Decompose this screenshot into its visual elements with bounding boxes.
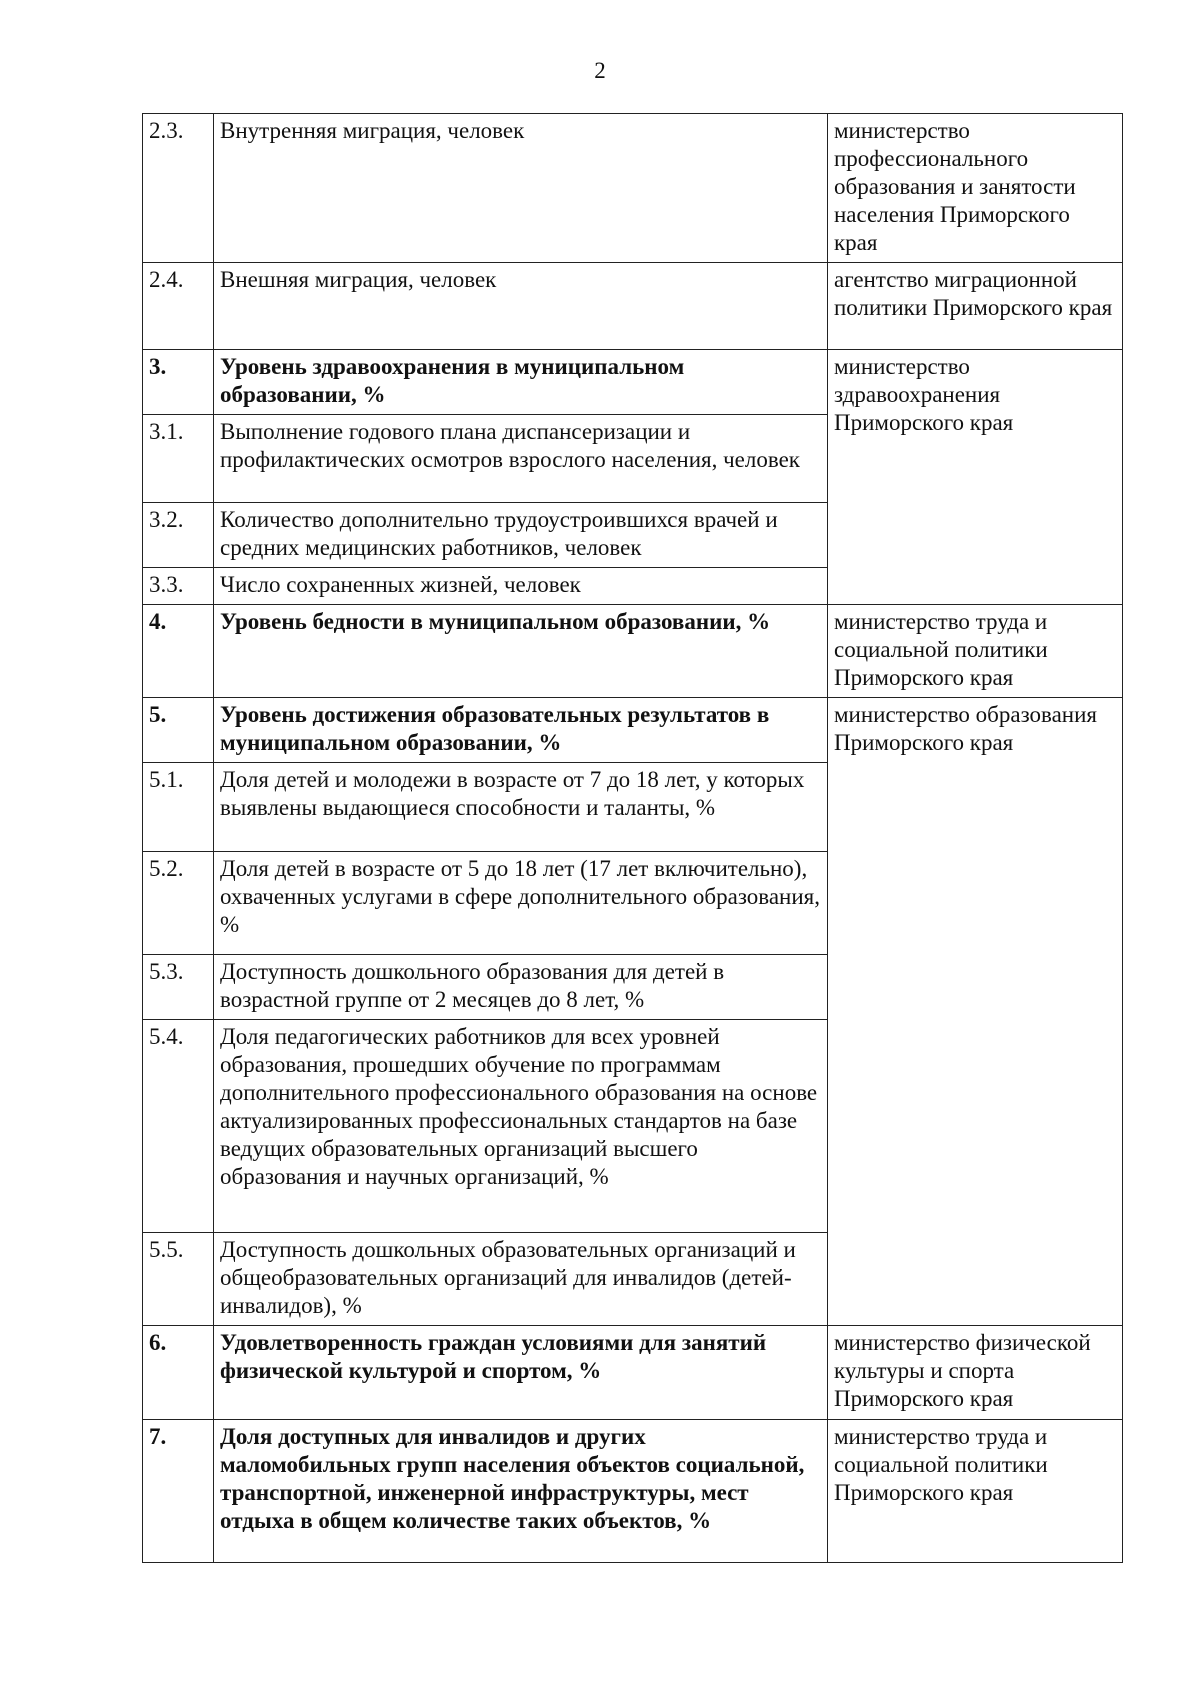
responsible-org: министерство труда и социальной политики Приморского края xyxy=(828,605,1123,698)
row-number: 3.1. xyxy=(143,415,214,503)
row-number: 5.4. xyxy=(143,1020,214,1233)
responsible-org: министерство образования Приморского края xyxy=(828,698,1123,1326)
indicator-name: Уровень достижения образовательных результатов в муниципальном образовании, % xyxy=(214,698,828,763)
responsible-org: министерство труда и социальной политики Приморского края xyxy=(828,1420,1123,1563)
row-number: 2.3. xyxy=(143,114,214,263)
row-number: 7. xyxy=(143,1420,214,1563)
indicator-name: Удовлетворенность граждан условиями для занятий физической культурой и спортом, % xyxy=(214,1326,828,1420)
indicators-table xyxy=(142,113,1123,1563)
indicator-name: Доля педагогических работников для всех уровней образования, прошедших обучение по программам дополнительного профессионального образования на основе актуализированных профессиональных стандартов на базе ведущих образовательных организаций высшего образования и научных организаций, % xyxy=(214,1020,828,1233)
table-row xyxy=(143,605,1123,698)
indicator-name: Доступность дошкольного образования для детей в возрастной группе от 2 месяцев до 8 лет, % xyxy=(214,955,828,1020)
row-number: 5.3. xyxy=(143,955,214,1020)
table-row xyxy=(143,114,1123,263)
table-row xyxy=(143,698,1123,763)
indicator-name: Доля детей и молодежи в возрасте от 7 до 18 лет, у которых выявлены выдающиеся способности и таланты, % xyxy=(214,763,828,852)
table-row xyxy=(143,1326,1123,1420)
row-number: 2.4. xyxy=(143,263,214,350)
page-number: 2 xyxy=(594,58,606,83)
responsible-org: министерство профессионального образования и занятости населения Приморского края xyxy=(828,114,1123,263)
indicator-name: Выполнение годового плана диспансеризации и профилактических осмотров взрослого населения, человек xyxy=(214,415,828,503)
indicator-name: Число сохраненных жизней, человек xyxy=(214,568,828,605)
indicator-name: Доля доступных для инвалидов и других маломобильных групп населения объектов социальной, транспортной, инженерной инфраструктуры, мест отдыха в общем количестве таких объектов, % xyxy=(214,1420,828,1563)
responsible-org: министерство физической культуры и спорта Приморского края xyxy=(828,1326,1123,1420)
row-number: 6. xyxy=(143,1326,214,1420)
indicator-name: Количество дополнительно трудоустроившихся врачей и средних медицинских работников, человек xyxy=(214,503,828,568)
table-row xyxy=(143,263,1123,350)
table-row xyxy=(143,1420,1123,1563)
row-number: 5.2. xyxy=(143,852,214,955)
row-number: 3. xyxy=(143,350,214,415)
indicator-name: Внутренняя миграция, человек xyxy=(214,114,828,263)
indicator-name: Внешняя миграция, человек xyxy=(214,263,828,350)
row-number: 4. xyxy=(143,605,214,698)
row-number: 5.1. xyxy=(143,763,214,852)
responsible-org: агентство миграционной политики Приморского края xyxy=(828,263,1123,350)
indicator-name: Доля детей в возрасте от 5 до 18 лет (17 лет включительно), охваченных услугами в сфере дополнительного образования, % xyxy=(214,852,828,955)
indicator-name: Уровень бедности в муниципальном образовании, % xyxy=(214,605,828,698)
responsible-org: министерство здравоохранения Приморского края xyxy=(828,350,1123,605)
indicator-name: Уровень здравоохранения в муниципальном образовании, % xyxy=(214,350,828,415)
row-number: 5. xyxy=(143,698,214,763)
row-number: 3.3. xyxy=(143,568,214,605)
row-number: 3.2. xyxy=(143,503,214,568)
indicator-name: Доступность дошкольных образовательных организаций и общеобразовательных организаций для инвалидов (детей-инвалидов), % xyxy=(214,1233,828,1326)
table-row xyxy=(143,350,1123,415)
row-number: 5.5. xyxy=(143,1233,214,1326)
